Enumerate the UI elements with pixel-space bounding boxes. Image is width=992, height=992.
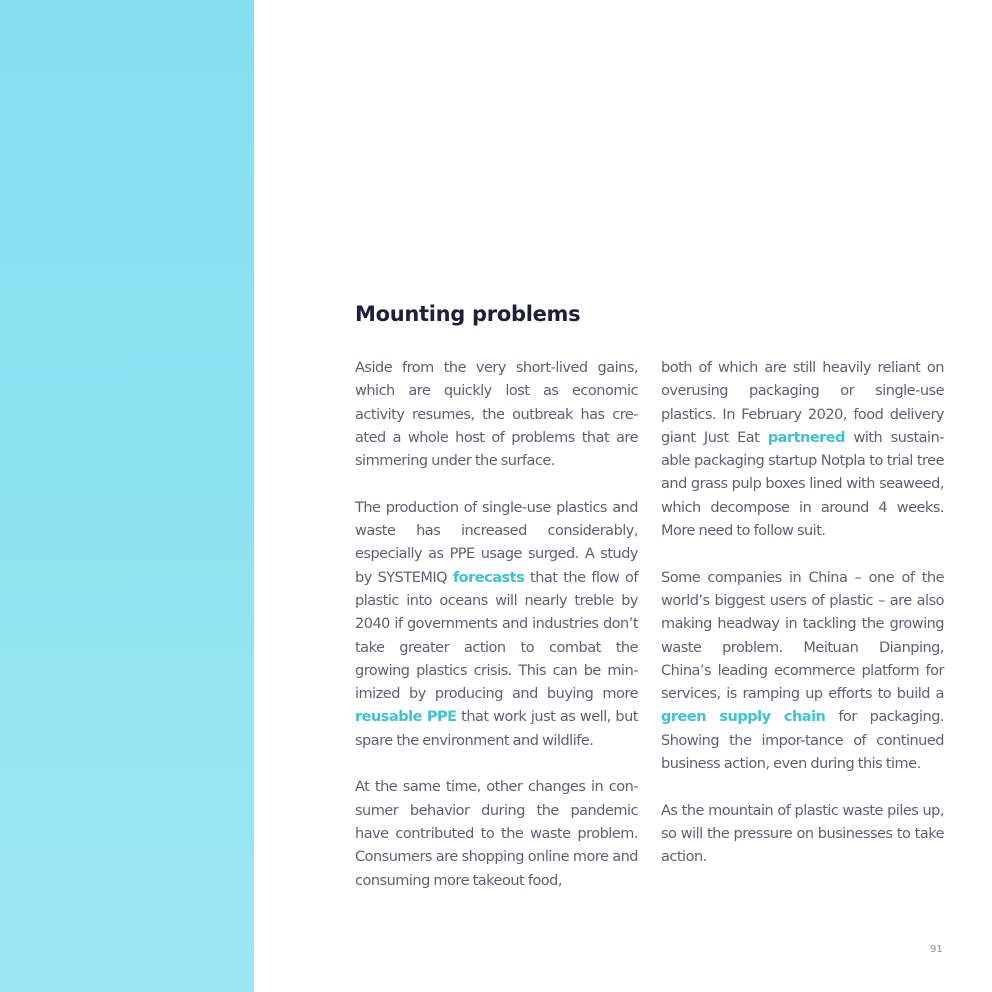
sidebar-color-panel — [0, 0, 254, 992]
page-title: Mounting problems — [355, 302, 581, 326]
forecasts-link[interactable]: forecasts — [452, 569, 525, 586]
paragraph: both of which are still heavily reliant on overusing packaging or single-use plastics. In February 2020, food delivery giant Just Eat partnered with sustain-able packaging startup Notpla to trial tree and grass pulp boxes lined with seaweed, which decompose in around 4 weeks. More need to follow suit. — [661, 360, 944, 540]
reusable-ppe-link[interactable]: reusable PPE — [355, 709, 457, 726]
paragraph: Some companies in China – one of the world’s biggest users of plastic – are also making headway in tackling the growing waste problem. Meituan Dianping, China’s leading ecommerce platform for services, is ramping up efforts to build a green supply chain for packaging. Showing the impor-tance of continued business action, even during this time. — [661, 569, 945, 773]
partnered-link[interactable]: partnered — [767, 429, 846, 446]
paragraph: At the same time, other changes in con-sumer behavior during the pandemic have contributed to the waste problem. Consumers are shopping online more and consuming more takeout food, — [355, 779, 638, 889]
paragraph: As the mountain of plastic waste piles up, so will the pressure on businesses to take action. — [661, 802, 944, 866]
paragraph: The production of single-use plastics and waste has increased considerably, especially as PPE usage surged. A study by SYSTEMIQ forecasts that the flow of plastic into oceans will nearly treble by 2040 if governments and industries don’t take greater action to combat the growing plastics crisis. This can be min-imized by producing and buying more reusable PPE that work just as well, but spare the environment and wildlife. — [355, 499, 638, 749]
green-supply-chain-link[interactable]: green supply chain — [661, 709, 826, 726]
page-number: 91 — [930, 944, 943, 955]
text-column-right — [661, 357, 944, 893]
text-column-left — [355, 357, 638, 916]
paragraph: Aside from the very short-lived gains, which are quickly lost as economic activity resumes, the outbreak has cre-ated a whole host of problems that are simmering under the surface. — [355, 360, 638, 470]
